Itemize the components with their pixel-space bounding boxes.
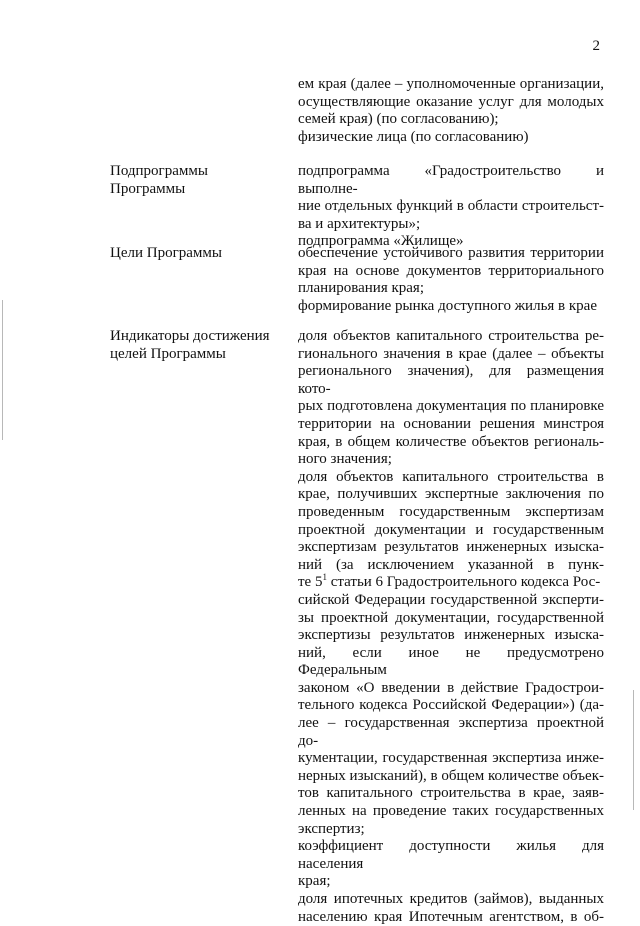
text-line: регионального значения), для размещения кото- xyxy=(298,363,604,397)
text-line: коэффициент доступности жилья для населения xyxy=(298,838,604,872)
text-line: края на основе документов территориального xyxy=(298,262,604,279)
text-line: ва и архитектуры»; xyxy=(298,215,421,232)
text-line: доля объектов капитального строительства в xyxy=(298,468,604,485)
text-fragment: те 5 xyxy=(298,574,323,591)
label-line: целей Программы xyxy=(110,345,226,362)
page-number: 2 xyxy=(592,38,600,54)
text-line: ний, если иное не предусмотрено Федеральным xyxy=(298,644,604,679)
text-line xyxy=(298,574,604,592)
text-line: осуществляющие оказание услуг для молодых xyxy=(298,93,604,110)
text-line: доля объектов капитального строительства ре- xyxy=(298,328,604,344)
text-line: обеспечение устойчивого развития территории xyxy=(298,245,604,261)
superscript-mark: 1 xyxy=(322,572,327,583)
text-line: территории на основании решения минстроя xyxy=(298,415,604,432)
text-line: ленных на проведение таких государственных xyxy=(298,803,604,820)
intro-content xyxy=(298,76,604,146)
goals-label xyxy=(110,245,285,263)
text-line: проведенным государственным экспертизам xyxy=(298,503,604,520)
scan-edge-mark xyxy=(633,690,634,810)
indicators-label xyxy=(110,328,285,363)
text-line: ного значения; xyxy=(298,451,392,468)
text-line: ние отдельных функций в области строительст- xyxy=(298,198,604,215)
text-line: ем края (далее – уполномоченные организации, xyxy=(298,76,604,92)
text-line: экспертиз; xyxy=(298,820,365,837)
text-line: сийской Федерации государственной эксперти- xyxy=(298,591,604,608)
text-line: населению края Ипотечным агентством, в об- xyxy=(298,908,604,925)
subprograms-content xyxy=(298,163,604,251)
label-line: Программы xyxy=(110,180,186,197)
label-line: Индикаторы достижения xyxy=(110,328,270,344)
text-line: зы проектной документации, государственной xyxy=(298,609,604,626)
text-line: гионального значения в крае (далее – объекты xyxy=(298,345,604,362)
text-line: крае, получивших экспертные заключения по xyxy=(298,486,604,503)
text-line: экспертизы результатов инженерных изыска- xyxy=(298,627,604,644)
text-line: кументации, государственная экспертиза инже- xyxy=(298,750,604,767)
text-line: законом «О введении в действие Градострои- xyxy=(298,679,604,696)
text-line: физические лица (по согласованию) xyxy=(298,128,529,145)
text-line: тов капитального строительства в крае, заяв- xyxy=(298,785,604,802)
scan-edge-mark xyxy=(2,300,3,440)
text-line: края, в общем количестве объектов региональ- xyxy=(298,433,604,450)
text-fragment: статьи 6 Градостроительного кодекса Рос- xyxy=(330,574,601,591)
text-line: ний (за исключением указанной в пунк- xyxy=(298,556,604,573)
text-line: экспертизам результатов инженерных изыска- xyxy=(298,539,604,556)
text-line: семей края) (по согласованию); xyxy=(298,111,499,128)
text-line: проектной документации и государственным xyxy=(298,521,604,538)
indicators-content xyxy=(298,328,604,926)
text-line: лее – государственная экспертиза проектной до- xyxy=(298,715,604,749)
label-line: Цели Программы xyxy=(110,245,222,261)
text-line: подпрограмма «Жилище» xyxy=(298,233,464,250)
text-line: доля ипотечных кредитов (займов), выданных xyxy=(298,891,604,907)
text-line: рых подготовлена документация по планировке xyxy=(298,398,604,415)
text-line: формирование рынка доступного жилья в крае xyxy=(298,297,597,314)
text-line: подпрограмма «Градостроительство и выполне- xyxy=(298,163,604,197)
goals-content xyxy=(298,245,604,315)
text-line: края; xyxy=(298,873,331,890)
text-line: тельного кодекса Российской Федерации») (да- xyxy=(298,697,604,714)
text-line: нерных изысканий), в общем количестве объек- xyxy=(298,767,604,784)
text-line: планирования края; xyxy=(298,280,424,297)
label-line: Подпрограммы xyxy=(110,163,208,179)
subprograms-label xyxy=(110,163,285,198)
